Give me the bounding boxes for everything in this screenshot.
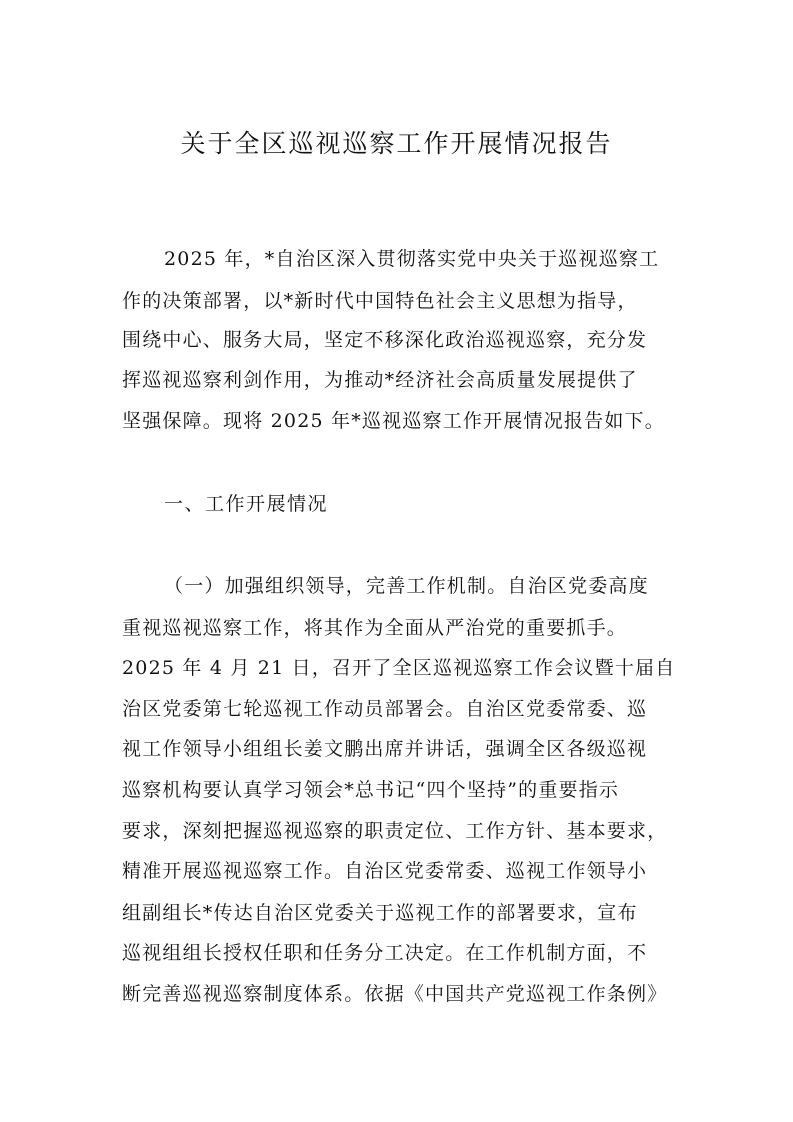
intro-line: 作的决策部署，以*新时代中国特色社会主义思想为指导， (122, 290, 638, 312)
intro-line: 坚强保障。现将 2025 年*巡视巡察工作开展情况报告如下。 (122, 410, 665, 432)
body-line: 重视巡视巡察工作，将其作为全面从严治党的重要抓手。 (122, 617, 628, 639)
section-heading: 一、工作开展情况 (164, 493, 329, 515)
body-line: （一）加强组织领导，完善工作机制。自治区党委高度 (164, 575, 649, 597)
body-line: 巡视组组长授权任职和任务分工决定。在工作机制方面，不 (122, 942, 648, 964)
body-line: 要求，深刻把握巡视巡察的职责定位、工作方针、基本要求， (122, 820, 668, 842)
body-line: 2025 年 4 月 21 日，召开了全区巡视巡察工作会议暨十届自 (122, 657, 676, 679)
intro-line: 2025 年，*自治区深入贯彻落实党中央关于巡视巡察工 (164, 248, 660, 270)
intro-line: 围绕中心、服务大局，坚定不移深化政治巡视巡察，充分发 (122, 329, 648, 351)
intro-line: 挥巡视巡察利剑作用，为推动*经济社会高质量发展提供了 (122, 369, 638, 391)
body-line: 断完善巡视巡察制度体系。依据《中国共产党巡视工作条例》 (122, 983, 668, 1005)
body-line: 精准开展巡视巡察工作。自治区党委常委、巡视工作领导小 (122, 860, 648, 882)
body-line: 组副组长*传达自治区党委关于巡视工作的部署要求，宣布 (122, 902, 638, 924)
body-line: 巡察机构要认真学习领会*总书记“四个坚持”的重要指示 (122, 779, 620, 801)
body-line: 治区党委第七轮巡视工作动员部署会。自治区党委常委、巡 (122, 698, 648, 720)
document-title: 关于全区巡视巡察工作开展情况报告 (180, 129, 613, 158)
body-line: 视工作领导小组组长姜文鹏出席并讲话，强调全区各级巡视 (122, 738, 648, 760)
